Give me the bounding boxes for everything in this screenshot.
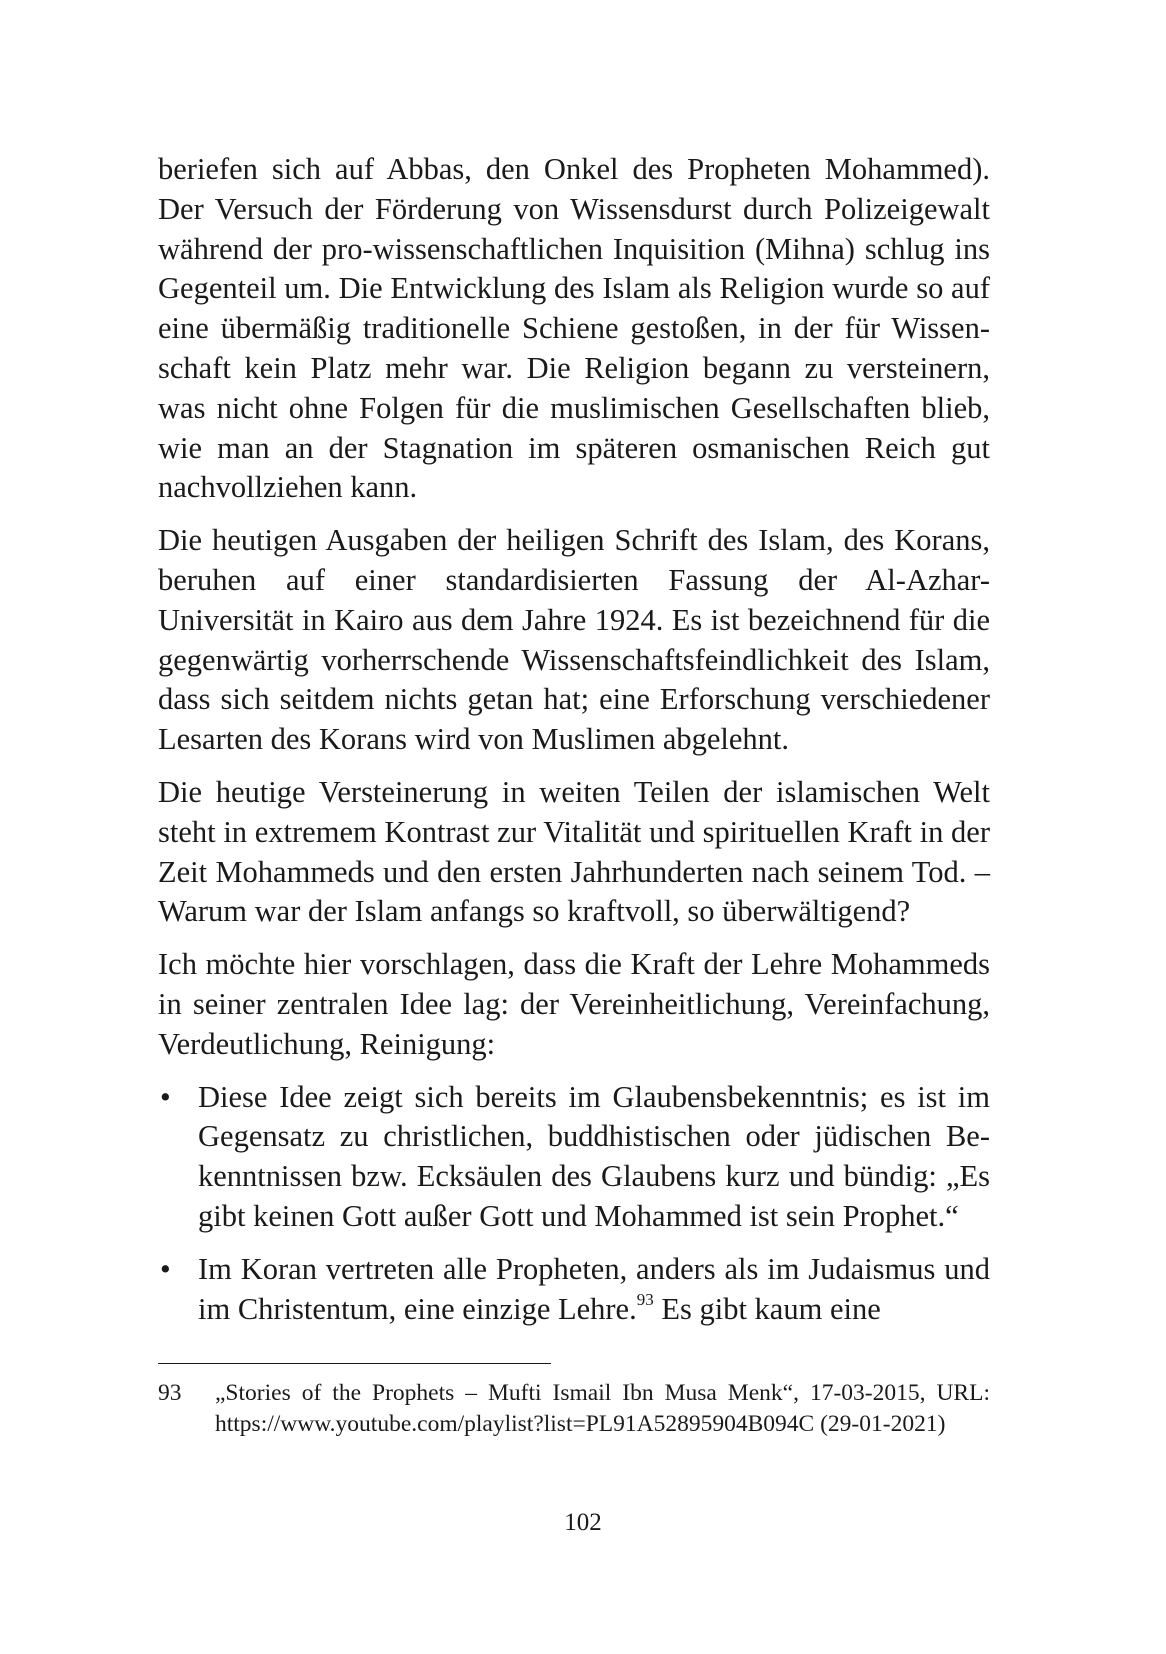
paragraph-1: beriefen sich auf Abbas, den Onkel des Propheten Mohammed). Der Versuch der Förderung von Wissensdurst durch Polizeigewalt während der pro-wissenschaftlichen Inquisition (Mihna) schlug ins Gegenteil um. Die Entwicklung des Islam als Religion wurde so auf eine übermäßig traditionelle Schiene gestoßen, in der für Wissenschaft kein Platz mehr war. Die Religion begann zu versteinern, was nicht ohne Folgen für die muslimischen Gesellschaften blieb, wie man an der Stagnation im späteren osmanischen Reich gut nachvollziehen kann. [158, 152, 990, 505]
footnote [158, 1378, 990, 1439]
footnote-number: 93 [158, 1380, 182, 1406]
footnote-text: „Stories of the Prophets – Mufti Ismail Ibn Musa Menk“, 17-03-2015, URL: https://www.youtube.com/playlist?list=PL91A52895904B094C (29-01-2021) [215, 1380, 990, 1437]
bullet-list [158, 1078, 990, 1330]
footnote-reference[interactable]: 93 [636, 1290, 654, 1310]
paragraph-4: Ich möchte hier vorschlagen, dass die Kraft der Lehre Mohammeds in seiner zentralen Idee lag: der Vereinheitlichung, Vereinfachung, Verdeutlichung, Reinigung: [158, 947, 990, 1061]
bullet-text-continued: Es gibt kaum eine [653, 1291, 881, 1326]
bullet-text: Diese Idee zeigt sich bereits im Glaubensbekenntnis; es ist im Gegensatz zu christlichen, buddhistischen oder jüdischen Bekenntnissen bzw. Ecksäulen des Glaubens kurz und bündig: „Es gibt keinen Gott außer Gott und Mohammed ist sein Prophet.“ [198, 1079, 990, 1233]
list-item [158, 1078, 990, 1237]
paragraph-2: Die heutigen Ausgaben der heiligen Schrift des Islam, des Korans, beruhen auf einer standardisierten Fassung der Al-Azhar-Universität in Kairo aus dem Jahre 1924. Es ist bezeichnend für die gegenwärtig vorherrschende Wissenschaftsfeindlichkeit des Islam, dass sich seitdem nichts getan hat; eine Erforschung verschiedener Lesarten des Korans wird von Muslimen abgelehnt. [158, 523, 990, 757]
page-body [158, 150, 990, 1329]
paragraph-3: Die heutige Versteinerung in weiten Teilen der islamischen Welt steht in extremem Kontrast zur Vitalität und spirituellen Kraft in der Zeit Mohammeds und den ersten Jahrhunderten nach seinem Tod. – Warum war der Islam anfangs so kraftvoll, so überwältigend? [158, 774, 990, 929]
bullet-icon: • [160, 1079, 171, 1114]
footnote-divider [158, 1363, 551, 1364]
list-item [158, 1250, 990, 1330]
bullet-text: Im Koran vertreten alle Propheten, anders als im Judaismus und im Christentum, eine einzige Lehre. [198, 1251, 990, 1326]
page-number: 102 [564, 1509, 602, 1536]
bullet-icon: • [160, 1251, 171, 1286]
